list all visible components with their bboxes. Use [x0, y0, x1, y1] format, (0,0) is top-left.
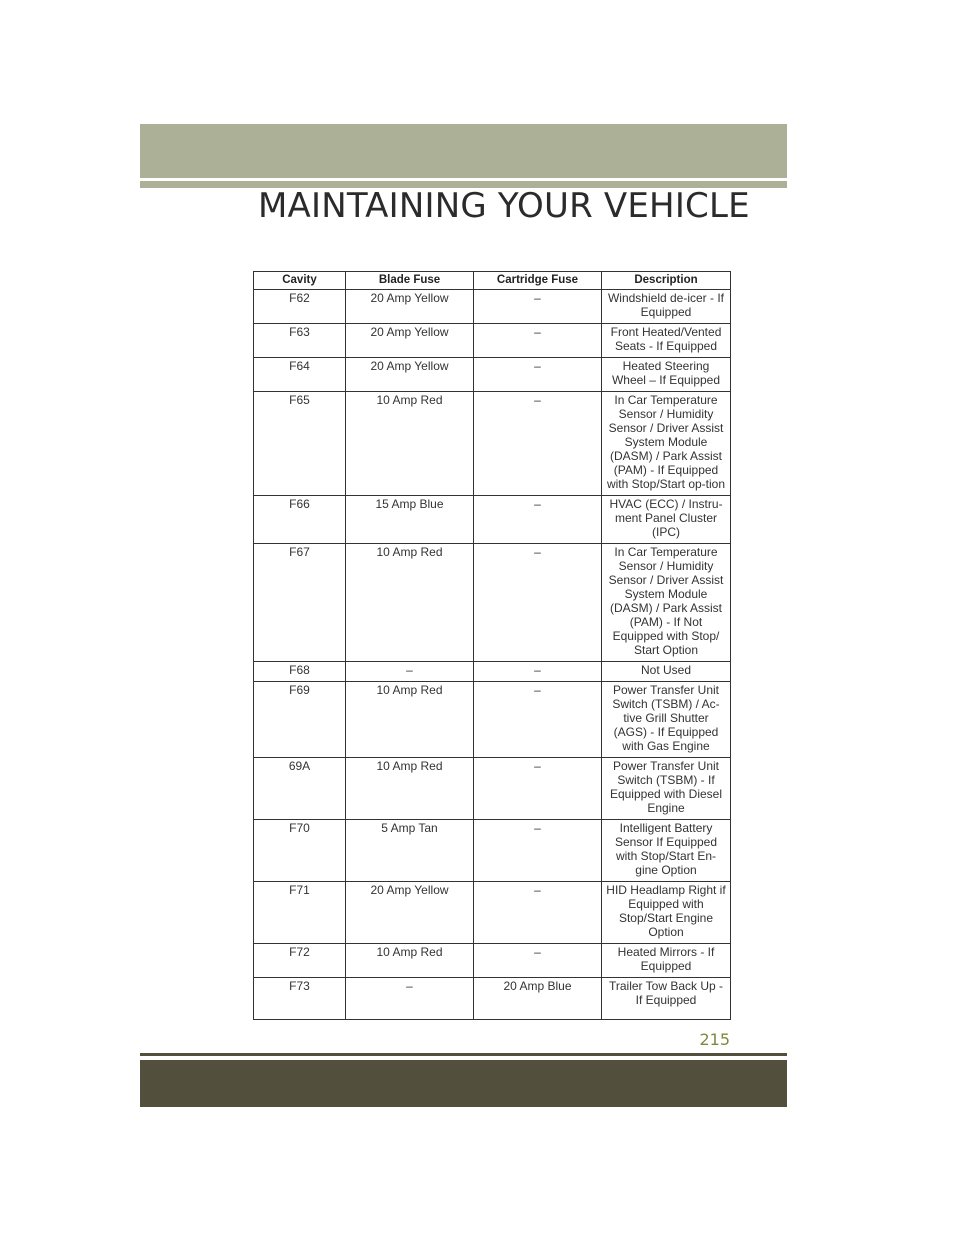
- cavity-cell: F63: [254, 324, 346, 358]
- table-row: [254, 662, 731, 682]
- header-band: [140, 124, 787, 178]
- cavity-cell: 69A: [254, 758, 346, 820]
- fuse-table: [253, 271, 731, 1020]
- blade-fuse-cell: –: [346, 662, 474, 682]
- cartridge-fuse-cell: –: [474, 358, 602, 392]
- table-row: [254, 392, 731, 496]
- description-cell: Heated Steering Wheel – If Equipped: [602, 358, 731, 392]
- cavity-cell: F67: [254, 544, 346, 662]
- table-row: [254, 820, 731, 882]
- blade-fuse-cell: 10 Amp Red: [346, 758, 474, 820]
- page-title: MAINTAINING YOUR VEHICLE: [258, 186, 750, 226]
- table-row: [254, 496, 731, 544]
- cartridge-fuse-cell: –: [474, 662, 602, 682]
- cartridge-fuse-cell: –: [474, 392, 602, 496]
- page-number: 215: [699, 1030, 730, 1049]
- blade-fuse-cell: 20 Amp Yellow: [346, 882, 474, 944]
- blade-fuse-cell: 10 Amp Red: [346, 392, 474, 496]
- column-header-cavity: Cavity: [254, 272, 346, 290]
- blade-fuse-cell: 20 Amp Yellow: [346, 324, 474, 358]
- cavity-cell: F72: [254, 944, 346, 978]
- cartridge-fuse-cell: 20 Amp Blue: [474, 978, 602, 1020]
- cavity-cell: F71: [254, 882, 346, 944]
- description-cell: Trailer Tow Back Up - If Equipped: [602, 978, 731, 1020]
- cavity-cell: F66: [254, 496, 346, 544]
- cartridge-fuse-cell: –: [474, 682, 602, 758]
- description-cell: HVAC (ECC) / Instru-ment Panel Cluster (IPC): [602, 496, 731, 544]
- blade-fuse-cell: 10 Amp Red: [346, 944, 474, 978]
- cavity-cell: F68: [254, 662, 346, 682]
- description-cell: In Car Temperature Sensor / Humidity Sensor / Driver Assist System Module (DASM) / Park Assist (PAM) - If Equipped with Stop/Start op-tion: [602, 392, 731, 496]
- blade-fuse-cell: 10 Amp Red: [346, 544, 474, 662]
- blade-fuse-cell: 10 Amp Red: [346, 682, 474, 758]
- table-row: [254, 758, 731, 820]
- description-cell: Intelligent Battery Sensor If Equipped with Stop/Start En-gine Option: [602, 820, 731, 882]
- cartridge-fuse-cell: –: [474, 290, 602, 324]
- description-cell: Front Heated/Vented Seats - If Equipped: [602, 324, 731, 358]
- blade-fuse-cell: 5 Amp Tan: [346, 820, 474, 882]
- blade-fuse-cell: 20 Amp Yellow: [346, 358, 474, 392]
- cavity-cell: F73: [254, 978, 346, 1020]
- cartridge-fuse-cell: –: [474, 544, 602, 662]
- table-header-row: [254, 272, 731, 290]
- cavity-cell: F69: [254, 682, 346, 758]
- cartridge-fuse-cell: –: [474, 758, 602, 820]
- table-row: [254, 682, 731, 758]
- column-header-cartridge-fuse: Cartridge Fuse: [474, 272, 602, 290]
- table-body: [254, 290, 731, 1020]
- footer-line: [140, 1053, 787, 1056]
- blade-fuse-cell: 20 Amp Yellow: [346, 290, 474, 324]
- cartridge-fuse-cell: –: [474, 944, 602, 978]
- cavity-cell: F65: [254, 392, 346, 496]
- description-cell: Power Transfer Unit Switch (TSBM) / Ac-tive Grill Shutter (AGS) - If Equipped with Gas Engine: [602, 682, 731, 758]
- column-header-blade-fuse: Blade Fuse: [346, 272, 474, 290]
- table-row: [254, 544, 731, 662]
- description-cell: Not Used: [602, 662, 731, 682]
- cartridge-fuse-cell: –: [474, 324, 602, 358]
- blade-fuse-cell: 15 Amp Blue: [346, 496, 474, 544]
- description-cell: Power Transfer Unit Switch (TSBM) - If Equipped with Diesel Engine: [602, 758, 731, 820]
- cartridge-fuse-cell: –: [474, 882, 602, 944]
- cavity-cell: F64: [254, 358, 346, 392]
- description-cell: Heated Mirrors - If Equipped: [602, 944, 731, 978]
- description-cell: HID Headlamp Right if Equipped with Stop/Start Engine Option: [602, 882, 731, 944]
- table-row: [254, 290, 731, 324]
- cavity-cell: F62: [254, 290, 346, 324]
- column-header-description: Description: [602, 272, 731, 290]
- table-row: [254, 978, 731, 1020]
- table-row: [254, 358, 731, 392]
- blade-fuse-cell: –: [346, 978, 474, 1020]
- footer-band: [140, 1060, 787, 1107]
- table-row: [254, 882, 731, 944]
- description-cell: Windshield de-icer - If Equipped: [602, 290, 731, 324]
- table-row: [254, 944, 731, 978]
- cavity-cell: F70: [254, 820, 346, 882]
- cartridge-fuse-cell: –: [474, 496, 602, 544]
- description-cell: In Car Temperature Sensor / Humidity Sensor / Driver Assist System Module (DASM) / Park Assist (PAM) - If Not Equipped with Stop/ Start Option: [602, 544, 731, 662]
- cartridge-fuse-cell: –: [474, 820, 602, 882]
- table-row: [254, 324, 731, 358]
